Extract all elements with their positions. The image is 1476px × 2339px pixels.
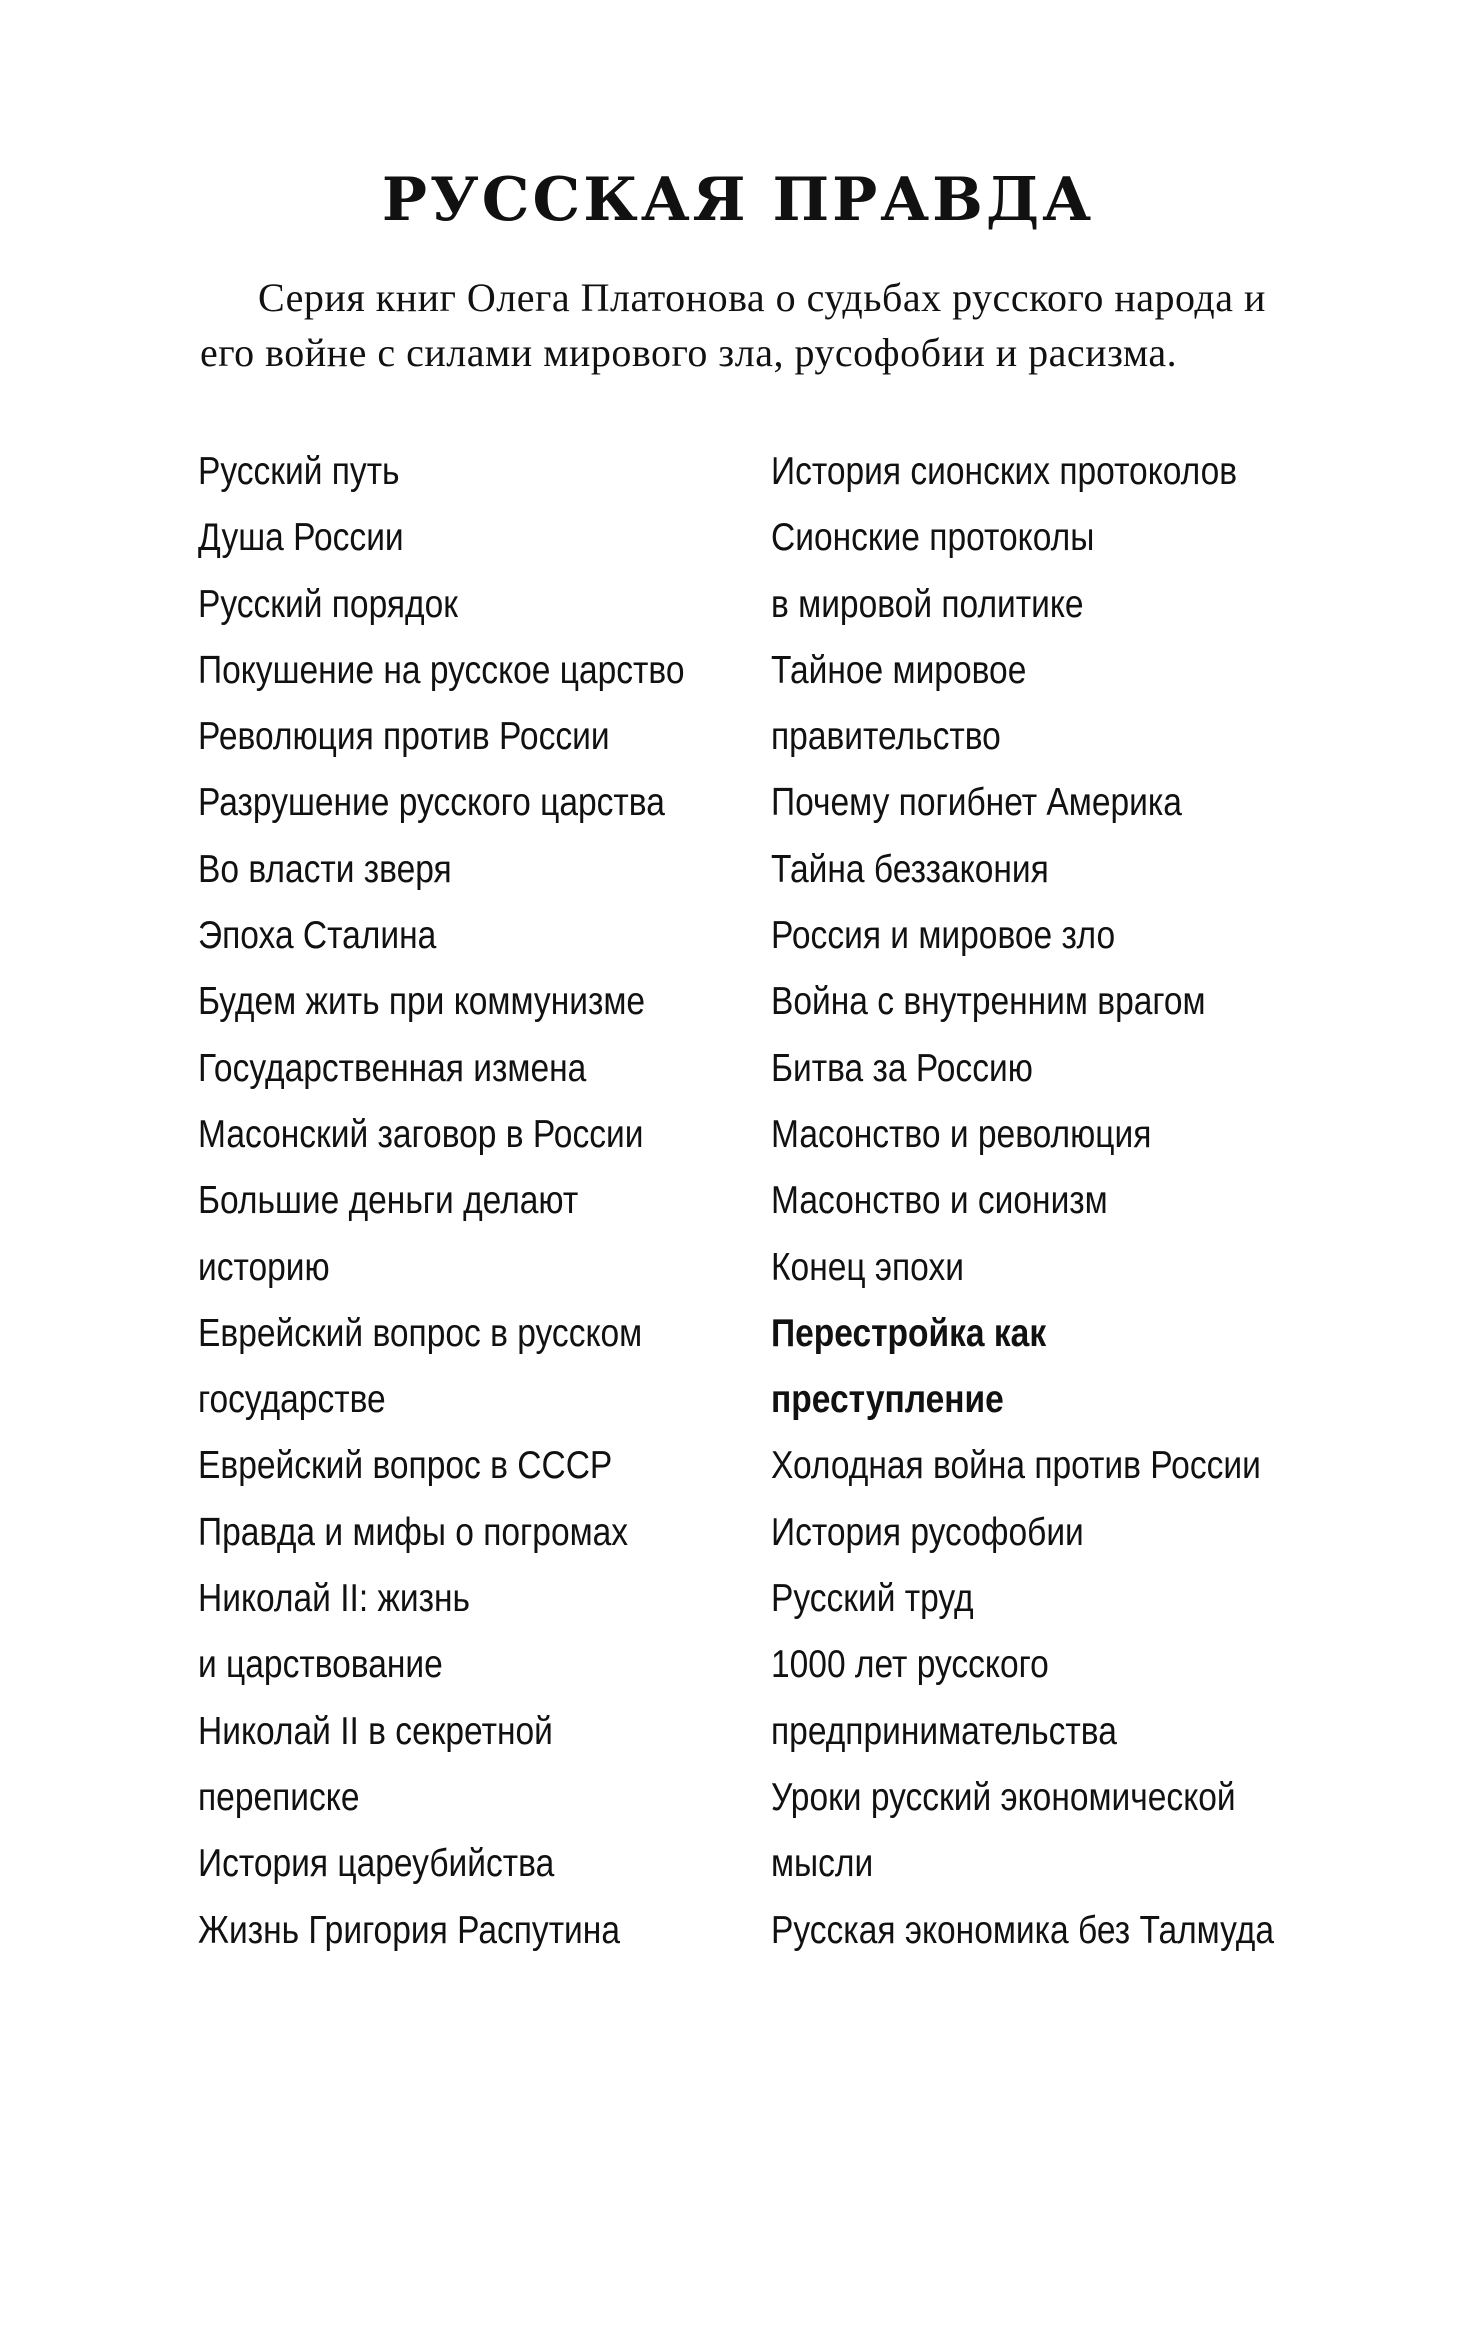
book-title: переписке [198, 1775, 360, 1819]
book-title: Большие деньги делают [198, 1179, 579, 1223]
series-description: Серия книг Олега Платонова о судьбах русского народа и его войне с силами мирового зла, русофобии и расизма. [200, 275, 1266, 375]
book-title: Покушение на русское царство [198, 648, 685, 692]
book-title: Правда и мифы о погромах [198, 1510, 629, 1554]
book-title: Конец эпохи [771, 1245, 964, 1289]
book-title: Война с внутренним врагом [771, 980, 1206, 1024]
book-title: предпринимательства [771, 1709, 1117, 1753]
book-title: Жизнь Григория Распутина [198, 1908, 620, 1952]
book-title: Битва за Россию [771, 1046, 1033, 1090]
book-title: Русский порядок [198, 582, 458, 626]
book-title: историю [198, 1245, 330, 1289]
book-title: Русский труд [771, 1577, 974, 1621]
page-title: РУССКАЯ ПРАВДА [381, 165, 1095, 235]
book-title: Масонство и сионизм [771, 1179, 1108, 1223]
book-title: Николай II в секретной [198, 1709, 553, 1753]
book-title: Во власти зверя [198, 847, 452, 891]
highlighted-book-title: преступление [771, 1378, 1004, 1422]
book-title: Будем жить при коммунизме [198, 980, 646, 1024]
book-title: Государственная измена [198, 1046, 587, 1090]
book-title: История сионских протоколов [771, 450, 1238, 493]
highlighted-book-title: Перестройка как [771, 1311, 1047, 1355]
book-title: Николай II: жизнь [198, 1577, 471, 1621]
book-title: Разрушение русского царства [198, 781, 665, 825]
book-title: История русофобии [771, 1510, 1084, 1554]
book-title: Эпоха Сталина [198, 914, 437, 958]
book-title: Сионские протоколы [771, 516, 1095, 560]
book-title: Русский путь [198, 450, 400, 493]
book-title: и царствование [198, 1643, 443, 1687]
book-title: Почему погибнет Америка [771, 781, 1182, 825]
book-title: Русская экономика без Талмуда [771, 1908, 1274, 1952]
book-title: История цареубийства [198, 1842, 555, 1886]
book-title: Еврейский вопрос в СССР [198, 1444, 613, 1488]
book-title: государстве [198, 1378, 386, 1422]
book-title: мысли [771, 1842, 874, 1886]
book-title: Уроки русский экономической [771, 1775, 1236, 1819]
book-list-right [771, 439, 1331, 1964]
book-title: Россия и мировое зло [771, 914, 1116, 958]
book-title: Холодная война против России [771, 1444, 1261, 1488]
book-title: 1000 лет русского [771, 1643, 1049, 1687]
book-title: Масонство и революция [771, 1112, 1152, 1156]
book-title: Тайна беззакония [771, 847, 1049, 891]
book-title: Революция против России [198, 715, 610, 759]
book-title: Душа России [198, 516, 404, 560]
book-title: правительство [771, 715, 1001, 759]
book-list-left [198, 439, 758, 1964]
book-title: Еврейский вопрос в русском [198, 1311, 643, 1355]
book-title: Масонский заговор в России [198, 1112, 644, 1156]
book-title: Тайное мировое [771, 648, 1027, 692]
book-title: в мировой политике [771, 582, 1084, 626]
